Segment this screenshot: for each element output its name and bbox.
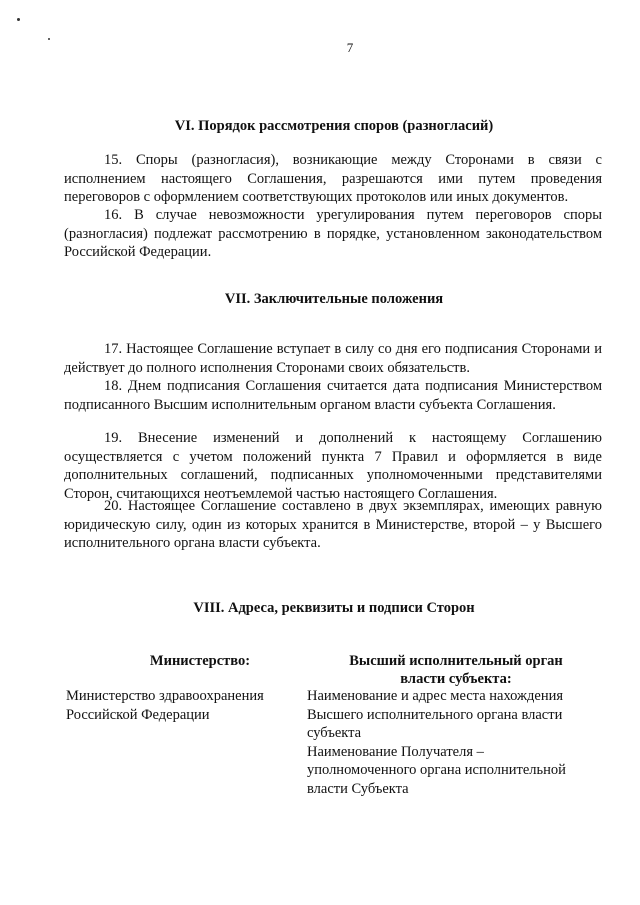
clause-17: 17. Настоящее Соглашение вступает в силу со дня его подписания Сторонами и действует до полного исполнения Сторонами своих обязательств. bbox=[64, 341, 602, 376]
page-number: 7 bbox=[346, 40, 354, 55]
regional-authority-details: Наименование и адрес места нахождения Высшего исполнительного органа власти субъекта Наименование Получателя – уполномоченного органа исполнительной власти Субъекта bbox=[307, 688, 566, 797]
ministry-details: Министерство здравоохранения Российской Федерации bbox=[66, 688, 264, 723]
ministry-heading: Министерство: bbox=[149, 653, 251, 669]
clause-20: 20. Настоящее Соглашение составлено в двух экземплярах, имеющих равную юридическую силу, один из которых хранится в Министерстве, второй – у Высшего исполнительного органа власти субъекта. bbox=[64, 498, 602, 551]
clause-19: 19. Внесение изменений и дополнений к настоящему Соглашению осуществляется с учетом положений пункта 7 Правил и оформляется в виде дополнительных соглашений, подписанных уполномоченными представителями Сторон, считающихся неотъемлемой частью настоящего Соглашения. bbox=[64, 430, 602, 502]
scan-speck bbox=[17, 18, 20, 21]
section-8-title: VIII. Адреса, реквизиты и подписи Сторон bbox=[193, 600, 475, 616]
section-7-title: VII. Заключительные положения bbox=[224, 291, 444, 307]
clause-18: 18. Днем подписания Соглашения считается дата подписания Министерством подписанного Высшим исполнительным органом власти субъекта Соглашения. bbox=[64, 378, 602, 413]
section-6-title: VI. Порядок рассмотрения споров (разногласий) bbox=[174, 118, 494, 134]
clause-16: 16. В случае невозможности урегулирования путем переговоров споры (разногласия) подлежат рассмотрению в порядке, установленном законодательством Российской Федерации. bbox=[64, 207, 602, 260]
clause-15: 15. Споры (разногласия), возникающие между Сторонами в связи с исполнением настоящего Соглашения, разрешаются ими путем проведения переговоров с оформлением соответствующих протоколов или иных документов. bbox=[64, 152, 602, 205]
regional-authority-heading: Высший исполнительный орган власти субъекта: bbox=[349, 653, 563, 687]
